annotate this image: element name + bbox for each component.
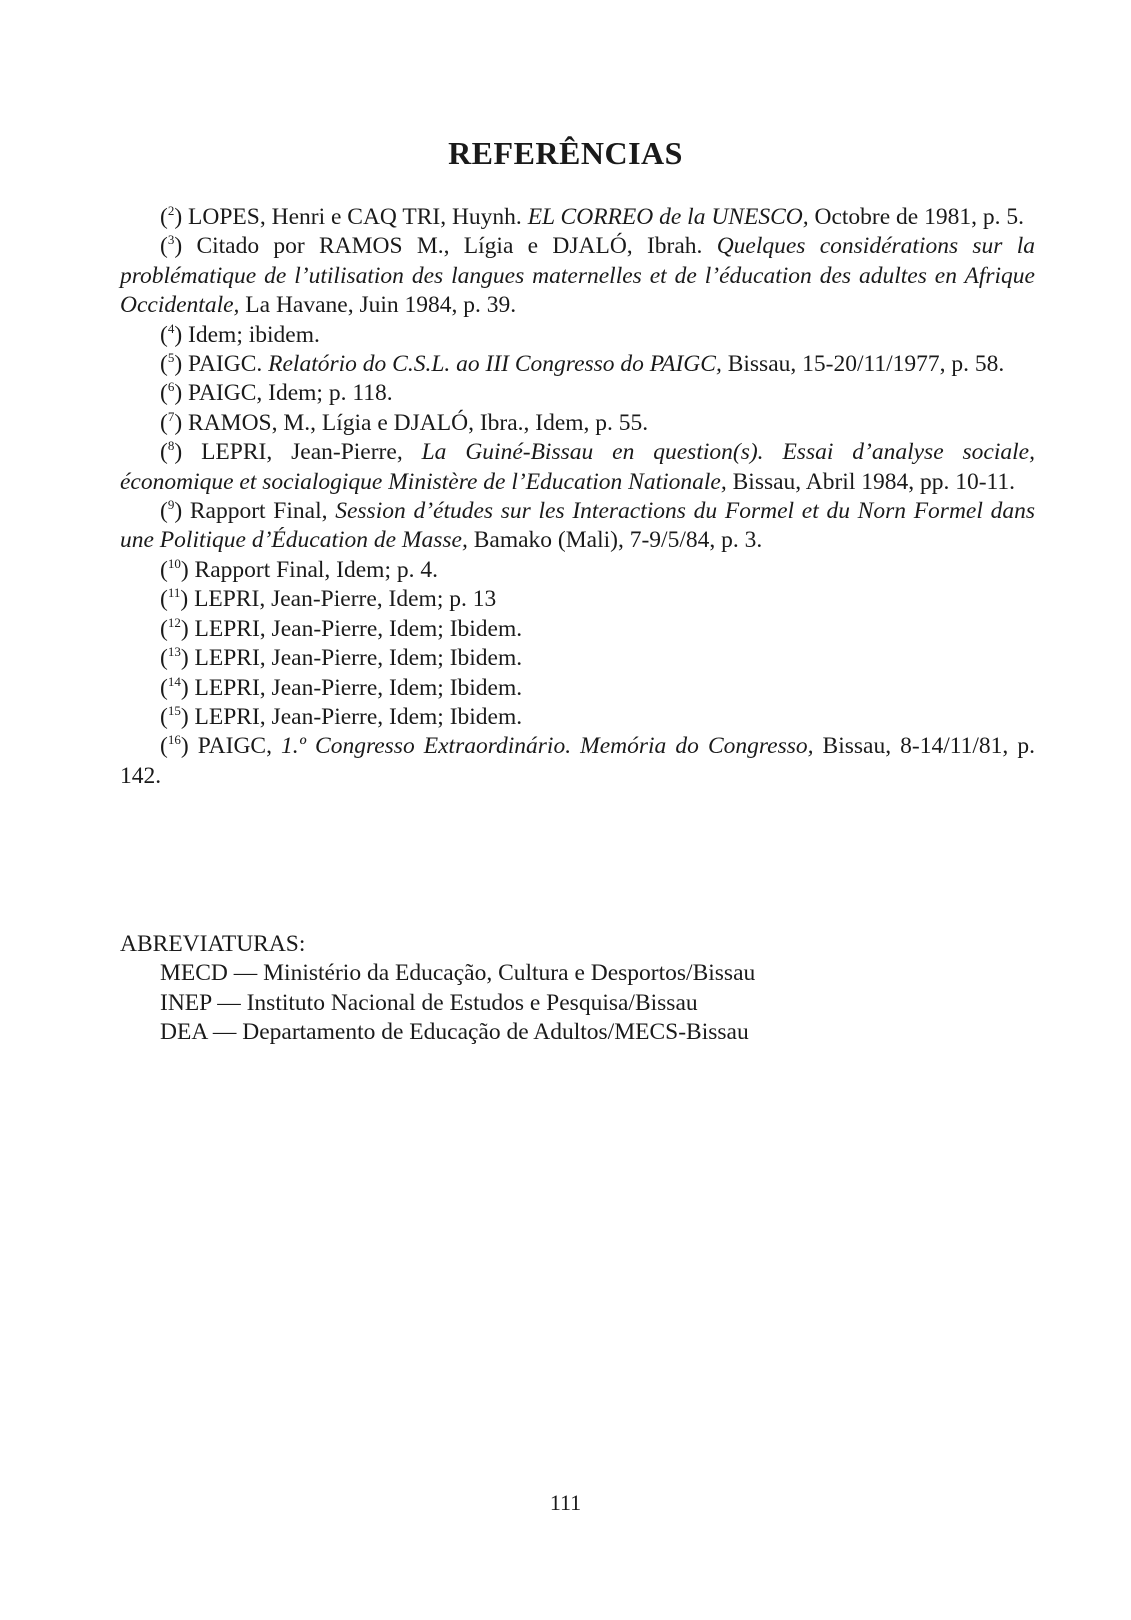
reference-details: Bamako (Mali), 7-9/5/84, p. 3.	[467, 527, 763, 554]
abbreviation-code: MECD	[160, 960, 228, 986]
reference-number: 10	[167, 555, 181, 571]
abbreviations-heading: ABREVIATURAS:	[120, 931, 306, 957]
reference-details: Octobre de 1981, p. 5.	[808, 204, 1024, 230]
reference-item: ($^5$) PAIGC. Relatório do C.S.L. ao III Congresso do PAIGC, Bissau, 15-20/11/1977, p. 58.	[160, 350, 1005, 378]
reference-number: 7	[167, 408, 175, 424]
reference-title: EL CORREO de la UNESCO,	[527, 204, 809, 230]
reference-item: ($^{16}$) PAIGC, 1.º Congresso Extraordinário. Memória do Congresso, Bissau, 8-14/11/81, p. 142.	[120, 732, 1036, 789]
page-number: 111	[549, 1490, 582, 1515]
reference-number: 14	[167, 673, 181, 689]
abbreviation-code: INEP	[160, 989, 212, 1016]
abbreviations-list	[160, 959, 755, 1048]
reference-text: Citado por RAMOS M., Lígia e DJALÓ, Ibrah.	[196, 233, 717, 260]
reference-text: PAIGC,	[197, 733, 282, 760]
reference-text: RAMOS, M., Lígia e DJALÓ, Ibra., Idem, p. 55.	[188, 409, 649, 436]
abbreviation-item	[160, 959, 755, 989]
abbreviation-dash: —	[233, 960, 258, 986]
abbreviation-meaning: Ministério da Educação, Cultura e Desportos/Bissau	[263, 960, 756, 986]
abbreviation-meaning: Departamento de Educação de Adultos/MECS-Bissau	[242, 1019, 749, 1045]
reference-item: ($^{13}$) LEPRI, Jean-Pierre, Idem; Ibidem.	[160, 644, 523, 672]
reference-item: ($^{14}$) LEPRI, Jean-Pierre, Idem; Ibidem.	[160, 673, 523, 701]
abbreviation-code: DEA	[160, 1019, 207, 1045]
reference-text: LEPRI, Jean-Pierre, Idem; Ibidem.	[194, 674, 523, 701]
reference-number: 16	[167, 732, 181, 748]
reference-details: Bissau, Abril 1984, pp. 10-11.	[726, 468, 1016, 495]
reference-text: LEPRI, Jean-Pierre, Idem; Ibidem.	[194, 703, 523, 730]
reference-text: Rapport Final,	[189, 498, 336, 525]
abbreviation-meaning: Instituto Nacional de Estudos e Pesquisa/Bissau	[246, 989, 698, 1016]
reference-item: ($^8$) LEPRI, Jean-Pierre, La Guiné-Bissau en question(s). Essai d’analyse sociale, économique et socialogique Ministère de l’Education Nationale, Bissau, Abril 1984, pp. 10-11.	[120, 438, 1035, 495]
reference-item: ($^6$) PAIGC, Idem; p. 118.	[160, 379, 393, 407]
reference-details: La Havane, Juin 1984, p. 39.	[239, 292, 517, 319]
page-title: REFERÊNCIAS	[448, 135, 683, 171]
abbreviation-dash: —	[212, 1019, 237, 1045]
reference-text: PAIGC.	[188, 351, 269, 378]
reference-text: Rapport Final, Idem; p. 4.	[194, 556, 438, 583]
reference-number: 9	[167, 497, 175, 513]
reference-text: LEPRI, Jean-Pierre, Idem; Ibidem.	[194, 615, 523, 642]
reference-item: ($^3$) Citado por RAMOS M., Lígia e DJALÓ, Ibrah. Quelques considérations sur la problématique de l’utilisation des langues maternelles et de l’éducation des adultes en Afrique Occidentale, La Havane, Juin 1984, p. 39.	[120, 232, 1035, 319]
reference-text: LEPRI, Jean-Pierre, Idem; Ibidem.	[194, 645, 523, 672]
reference-text: LEPRI, Jean-Pierre, Idem; p. 13	[194, 586, 497, 613]
reference-title: Quelques considérations sur la problématique de l’utilisation des langues maternelles et de l’éducation des adultes en Afrique Occidentale,	[120, 233, 1035, 319]
reference-number: 13	[167, 644, 181, 660]
reference-number: 12	[167, 614, 181, 630]
reference-number: 15	[167, 702, 181, 718]
reference-details: Bissau, 8-14/11/81, p. 142.	[120, 733, 1036, 789]
reference-item: ($^{15}$) LEPRI, Jean-Pierre, Idem; Ibidem.	[160, 702, 523, 730]
reference-title: 1.º Congresso Extraordinário. Memória do Congresso,	[281, 733, 814, 760]
reference-number: 11	[167, 585, 181, 601]
reference-text: Idem; ibidem.	[188, 321, 320, 348]
reference-number: 4	[167, 320, 175, 336]
abbreviation-dash: —	[217, 989, 241, 1016]
reference-details: Bissau, 15-20/11/1977, p. 58.	[721, 351, 1005, 378]
reference-item: ($^{12}$) LEPRI, Jean-Pierre, Idem; Ibidem.	[160, 614, 523, 642]
reference-text: LEPRI, Jean-Pierre,	[201, 439, 422, 466]
reference-number: 5	[167, 350, 175, 366]
reference-item: ($^7$) RAMOS, M., Lígia e DJALÓ, Ibra., Idem, p. 55.	[160, 408, 649, 436]
reference-text: LOPES, Henri e CAQ TRI, Huynh.	[188, 204, 528, 230]
reference-title: Session d’études sur les Interactions du Formel et du Norn Formel dans une Politique d’Éducation de Masse,	[120, 498, 1035, 554]
reference-title: La Guiné-Bissau en question(s). Essai d’analyse sociale, économique et socialogique Ministère de l’Education Nationale,	[120, 439, 1035, 495]
reference-number: 2	[167, 203, 175, 218]
abbreviation-item	[160, 1018, 755, 1048]
reference-item: ($^4$) Idem; ibidem.	[160, 320, 320, 348]
reference-item: ($^2$) LOPES, Henri e CAQ TRI, Huynh. EL CORREO de la UNESCO, Octobre de 1981, p. 5.	[160, 203, 1024, 230]
abbreviation-item	[160, 989, 755, 1019]
reference-title: Relatório do C.S.L. ao III Congresso do PAIGC,	[268, 351, 722, 378]
reference-number: 6	[167, 379, 175, 395]
reference-item: ($^9$) Rapport Final, Session d’études sur les Interactions du Formel et du Norn Formel dans une Politique d’Éducation de Masse, Bamako (Mali), 7-9/5/84, p. 3.	[120, 497, 1035, 554]
reference-item: ($^{11}$) LEPRI, Jean-Pierre, Idem; p. 13	[160, 585, 497, 613]
reference-number: 3	[167, 232, 175, 248]
reference-item: ($^{10}$) Rapport Final, Idem; p. 4.	[160, 555, 438, 583]
reference-number: 8	[167, 438, 175, 454]
reference-text: PAIGC, Idem; p. 118.	[188, 380, 393, 407]
references-list	[120, 203, 1035, 791]
